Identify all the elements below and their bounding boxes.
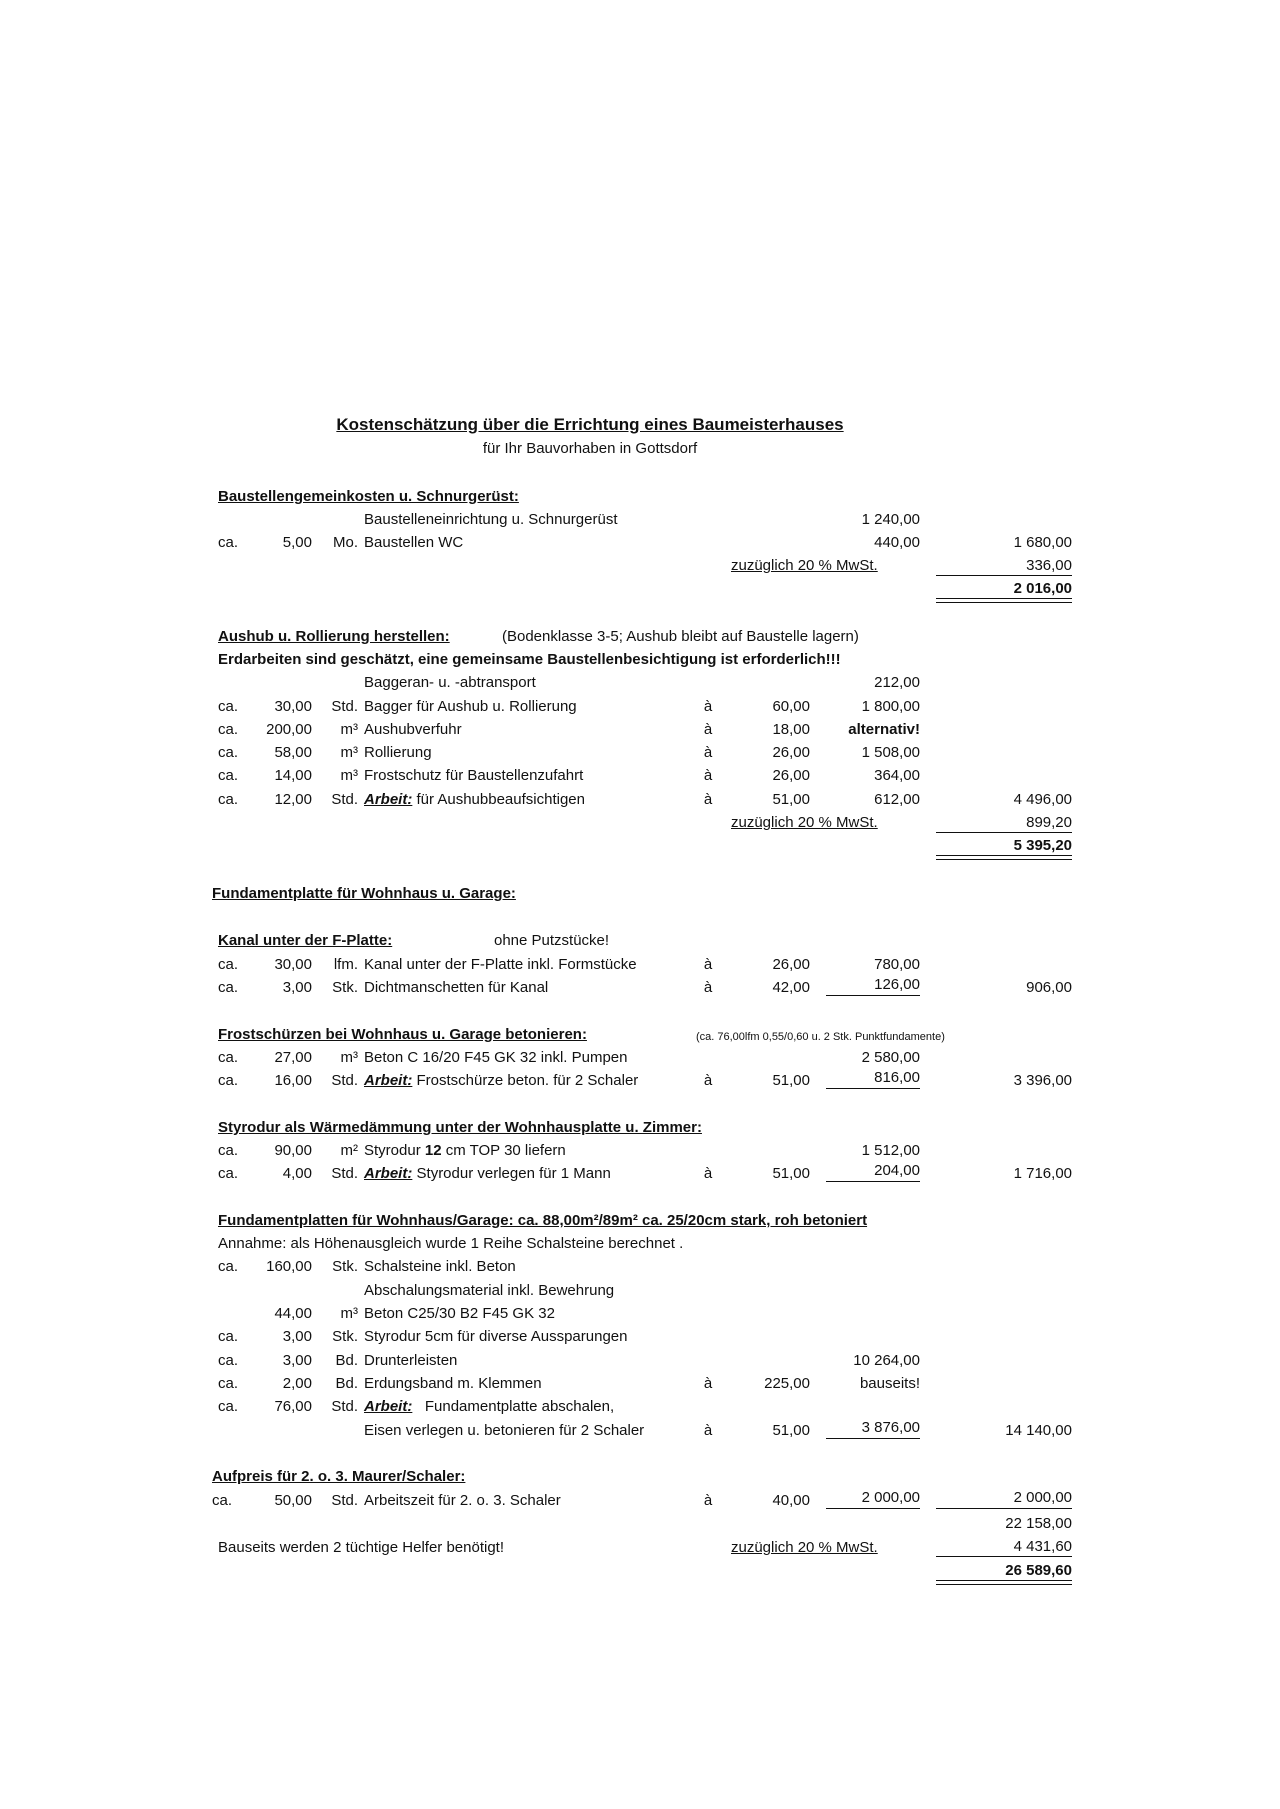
item-desc: Kanal unter der F-Platte inkl. Formstücke [364,956,637,973]
item-qty: 5,00 [282,534,312,551]
item-unit: m³ [340,1305,358,1322]
item-desc-line [364,1072,638,1090]
vat-amount: 336,00 [1026,557,1072,574]
page-subtitle: für Ihr Bauvorhaben in Gottsdorf [482,440,698,457]
item-qty: 200,00 [266,721,312,738]
arbeit-label: Arbeit: [364,1165,413,1182]
item-unit: Std. [331,1398,358,1415]
item-amount: alternativ! [848,721,920,738]
item-desc: Bagger für Aushub u. Rollierung [364,698,577,715]
item-desc: Styrodur [364,1142,425,1159]
vat-amount: 899,20 [1026,814,1072,831]
item-amount: 440,00 [874,534,920,551]
item-ca: ca. [212,1492,233,1509]
item-unit: lfm. [333,956,358,973]
item-ca: ca. [218,698,239,715]
item-price: 51,00 [772,791,810,808]
subsection-note: Annahme: als Höhenausgleich wurde 1 Reihe Schalsteine berechnet . [218,1235,684,1252]
item-at: à [703,721,713,738]
vat-label: zuzüglich 20 % MwSt. [731,814,878,831]
item-qty: 3,00 [282,979,312,996]
subsection-heading: Kanal unter der F-Platte: [218,932,393,949]
sum-line [936,575,1072,576]
item-amount: 780,00 [874,956,920,973]
subtotal: 22 158,00 [1005,1515,1072,1532]
item-desc: Styrodur verlegen für 1 Mann [416,1165,611,1182]
section-total: 1 680,00 [1013,534,1072,551]
item-at: à [703,1422,713,1439]
item-qty: 58,00 [274,744,312,761]
item-price: 51,00 [772,1165,810,1182]
item-ca: ca. [218,1398,239,1415]
item-desc: Beton C25/30 B2 F45 GK 32 [364,1305,555,1322]
section-total: 3 396,00 [1013,1072,1072,1089]
sum-line [826,1181,920,1182]
item-ca: ca. [218,1375,239,1392]
item-ca: ca. [218,721,239,738]
section-grand-total: 2 016,00 [1013,580,1072,597]
item-desc: Drunterleisten [364,1352,458,1369]
item-desc: Fundamentplatte abschalen, [424,1398,615,1415]
item-desc-line [364,1398,614,1416]
item-price: 51,00 [772,1072,810,1089]
item-ca: ca. [218,956,239,973]
item-qty: 4,00 [282,1165,312,1182]
item-desc: Rollierung [364,744,432,761]
item-ca: ca. [218,1142,239,1159]
item-unit: Std. [331,698,358,715]
item-unit: Std. [331,1165,358,1182]
item-ca: ca. [218,1258,239,1275]
item-unit: m³ [340,1049,358,1066]
item-at: à [703,698,713,715]
item-amount: 1 512,00 [861,1142,920,1159]
vat-amount: 4 431,60 [1013,1538,1072,1555]
item-desc: Baustelleneinrichtung u. Schnurgerüst [364,511,618,528]
item-desc: Styrodur 5cm für diverse Aussparungen [364,1328,628,1345]
item-price: 26,00 [772,767,810,784]
double-underline [936,598,1072,603]
item-amount: 1 800,00 [861,698,920,715]
item-desc: Schalsteine inkl. Beton [364,1258,516,1275]
subsection-heading: Frostschürzen bei Wohnhaus u. Garage betonieren: [218,1026,587,1043]
item-ca: ca. [218,1165,239,1182]
item-desc: Dichtmanschetten für Kanal [364,979,549,996]
vat-label: zuzüglich 20 % MwSt. [731,557,878,574]
item-ca: ca. [218,1049,239,1066]
item-desc: cm TOP 30 liefern [441,1142,566,1159]
item-unit: Bd. [335,1375,358,1392]
sum-line [936,832,1072,833]
section-total: 4 496,00 [1013,791,1072,808]
item-desc: Baggeran- u. -abtransport [364,674,536,691]
item-qty: 14,00 [274,767,312,784]
helper-note: Bauseits werden 2 tüchtige Helfer benötigt! [218,1539,505,1556]
item-amount: 1 508,00 [861,744,920,761]
item-qty: 30,00 [274,956,312,973]
item-at: à [703,1072,713,1089]
section-heading: Baustellengemeinkosten u. Schnurgerüst: [218,488,519,505]
item-amount: 2 580,00 [861,1049,920,1066]
item-ca: ca. [218,767,239,784]
page-title: Kostenschätzung über die Errichtung eines Baumeisterhauses [336,415,844,434]
item-desc: Eisen verlegen u. betonieren für 2 Schaler [364,1422,645,1439]
grand-total: 26 589,60 [1005,1562,1072,1579]
item-unit: Std. [331,791,358,808]
item-unit: Bd. [335,1352,358,1369]
arbeit-label: Arbeit: [364,1072,413,1089]
item-qty: 160,00 [266,1258,312,1275]
item-unit: m³ [340,767,358,784]
section-total: 2 000,00 [1013,1489,1072,1506]
item-unit: Stk. [332,979,358,996]
vat-label: zuzüglich 20 % MwSt. [731,1539,878,1556]
item-qty: 27,00 [274,1049,312,1066]
item-qty: 44,00 [274,1305,312,1322]
item-at: à [703,767,713,784]
item-price: 225,00 [764,1375,810,1392]
subsection-note: (ca. 76,00lfm 0,55/0,60 u. 2 Stk. Punktfundamente) [696,1031,945,1043]
section-heading: Fundamentplatte für Wohnhaus u. Garage: [212,885,516,902]
item-amount: 204,00 [874,1162,920,1179]
item-qty: 76,00 [274,1398,312,1415]
item-at: à [703,791,713,808]
section-total: 906,00 [1026,979,1072,996]
item-ca: ca. [218,1328,239,1345]
sum-line [826,995,920,996]
item-amount: 1 240,00 [861,511,920,528]
item-desc-line [364,791,585,809]
item-amount: 816,00 [874,1069,920,1086]
item-ca: ca. [218,791,239,808]
item-at: à [703,1492,713,1509]
subsection-heading: Styrodur als Wärmedämmung unter der Wohnhausplatte u. Zimmer: [218,1119,702,1136]
item-desc: Baustellen WC [364,534,464,551]
item-ca: ca. [218,1072,239,1089]
item-desc: Beton C 16/20 F45 GK 32 inkl. Pumpen [364,1049,628,1066]
item-price: 51,00 [772,1422,810,1439]
section-total: 14 140,00 [1005,1422,1072,1439]
item-unit: m³ [340,721,358,738]
subsection-heading: Fundamentplatten für Wohnhaus/Garage: ca. 88,00m²/89m² ca. 25/20cm stark, roh betoniert [218,1212,868,1229]
item-desc: Frostschürze beton. für 2 Schaler [416,1072,639,1089]
item-desc: Abschalungsmaterial inkl. Bewehrung [364,1282,615,1299]
item-ca: ca. [218,744,239,761]
item-amount: 2 000,00 [861,1489,920,1506]
sum-line [826,1438,920,1439]
item-amount: bauseits! [859,1375,920,1392]
item-desc: Arbeitszeit für 2. o. 3. Schaler [364,1492,561,1509]
arbeit-label: Arbeit: [364,791,413,808]
item-desc: für Aushubbeaufsichtigen [416,791,585,808]
warning-text: Erdarbeiten sind geschätzt, eine gemeinsame Baustellenbesichtigung ist erforderlich!!! [218,651,841,668]
item-unit: Stk. [332,1258,358,1275]
item-amount: 212,00 [874,674,920,691]
item-desc: Erdungsband m. Klemmen [364,1375,542,1392]
item-amount: 10 264,00 [853,1352,920,1369]
item-qty: 12,00 [274,791,312,808]
item-desc-bold: 12 [424,1142,442,1159]
item-qty: 3,00 [282,1352,312,1369]
item-at: à [703,1165,713,1182]
item-qty: 50,00 [274,1492,312,1509]
sum-line [936,1508,1072,1509]
item-at: à [703,1375,713,1392]
sum-line [936,1556,1072,1557]
item-price: 26,00 [772,744,810,761]
item-desc: Aushubverfuhr [364,721,462,738]
section-total: 1 716,00 [1013,1165,1072,1182]
item-price: 42,00 [772,979,810,996]
item-at: à [703,744,713,761]
item-amount: 126,00 [874,976,920,993]
section-note: (Bodenklasse 3-5; Aushub bleibt auf Baustelle lagern) [502,628,859,645]
item-qty: 16,00 [274,1072,312,1089]
item-unit: Stk. [332,1328,358,1345]
item-desc-line [364,1165,611,1183]
item-qty: 90,00 [274,1142,312,1159]
item-price: 60,00 [772,698,810,715]
item-desc-line [364,1142,566,1160]
item-unit: Std. [331,1072,358,1089]
item-qty: 2,00 [282,1375,312,1392]
arbeit-label: Arbeit: [364,1398,413,1415]
section-heading: Aufpreis für 2. o. 3. Maurer/Schaler: [212,1468,466,1485]
item-unit: m² [340,1142,358,1159]
item-ca: ca. [218,534,239,551]
sum-line [826,1088,920,1089]
item-unit: Std. [331,1492,358,1509]
item-at: à [703,956,713,973]
item-price: 26,00 [772,956,810,973]
item-amount: 612,00 [874,791,920,808]
double-underline [936,1580,1072,1585]
item-qty: 3,00 [282,1328,312,1345]
item-amount: 364,00 [874,767,920,784]
section-heading: Aushub u. Rollierung herstellen: [218,628,450,645]
subsection-note: ohne Putzstücke! [494,932,610,949]
item-desc: Frostschutz für Baustellenzufahrt [364,767,584,784]
double-underline [936,855,1072,860]
section-grand-total: 5 395,20 [1013,837,1072,854]
item-price: 18,00 [772,721,810,738]
item-ca: ca. [218,979,239,996]
item-at: à [703,979,713,996]
item-price: 40,00 [772,1492,810,1509]
item-unit: Mo. [332,534,358,551]
sum-line [826,1508,920,1509]
item-unit: m³ [340,744,358,761]
item-amount: 3 876,00 [861,1419,920,1436]
item-ca: ca. [218,1352,239,1369]
item-qty: 30,00 [274,698,312,715]
